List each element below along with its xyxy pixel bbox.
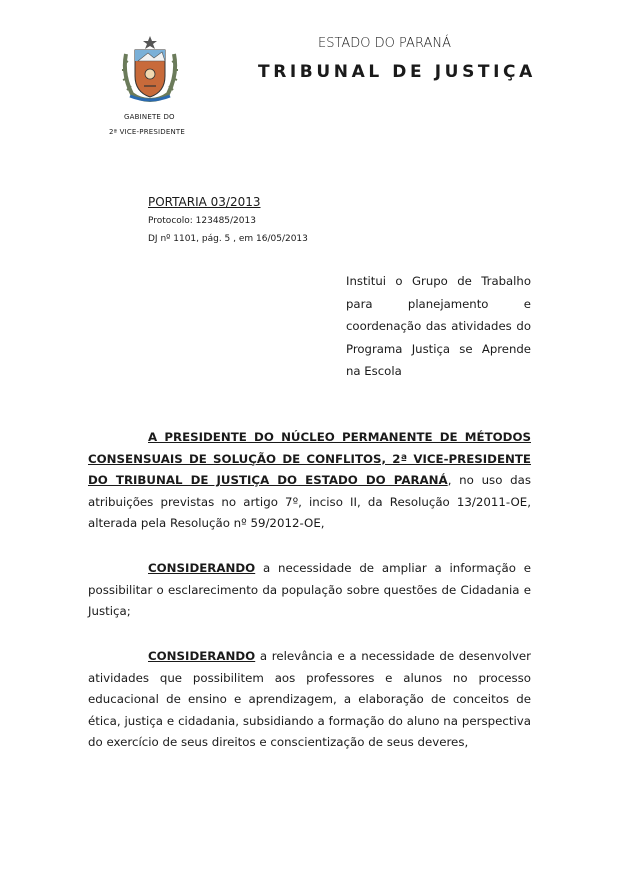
paragraph-considerando-1 bbox=[88, 558, 531, 623]
protocol-number: Protocolo: 123485/2013 bbox=[148, 216, 256, 226]
ementa-summary: Institui o Grupo de Trabalho para planejamento e coordenação das atividades do Programa Justiça se Aprende na Escola bbox=[346, 274, 531, 378]
considerando-label: CONSIDERANDO bbox=[148, 561, 256, 575]
parana-coat-of-arms-icon bbox=[120, 34, 180, 104]
preamble-authority: A PRESIDENTE DO NÚCLEO PERMANENTE DE MÉTODOS CONSENSUAIS DE SOLUÇÃO DE CONFLITOS, 2ª VICE-PRESIDENTE DO TRIBUNAL DE JUSTIÇA DO ESTADO DO PARANÁ bbox=[88, 430, 531, 487]
paragraph-preamble bbox=[88, 427, 531, 535]
office-name-line2: 2ª VICE-PRESIDENTE bbox=[109, 128, 186, 136]
paragraph-considerando-2 bbox=[88, 646, 531, 754]
office-name-line1: GABINETE DO bbox=[124, 113, 175, 121]
considerando-text: a relevância e a necessidade de desenvolver atividades que possibilitem aos professores e alunos no processo educacional de ensino e aprendizagem, a elaboração de conceitos de ética, justiça e cidadania, subsidiando a formação do aluno na perspectiva do exercício de seus direitos e conscientização de seus deveres, bbox=[88, 649, 531, 749]
court-name: TRIBUNAL DE JUSTIÇA bbox=[258, 62, 536, 82]
considerando-text: a necessidade de ampliar a informação e possibilitar o esclarecimento da população sobre questões de Cidadania e Justiça; bbox=[88, 561, 531, 618]
official-journal-reference: DJ nº 1101, pág. 5 , em 16/05/2013 bbox=[148, 234, 308, 244]
considerando-label: CONSIDERANDO bbox=[148, 649, 256, 663]
document-title: PORTARIA 03/2013 bbox=[148, 195, 261, 209]
preamble-text: , no uso das atribuições previstas no artigo 7º, inciso II, da Resolução 13/2011-OE, alterada pela Resolução nº 59/2012-OE, bbox=[88, 473, 531, 530]
state-name: ESTADO DO PARANÁ bbox=[318, 36, 451, 51]
